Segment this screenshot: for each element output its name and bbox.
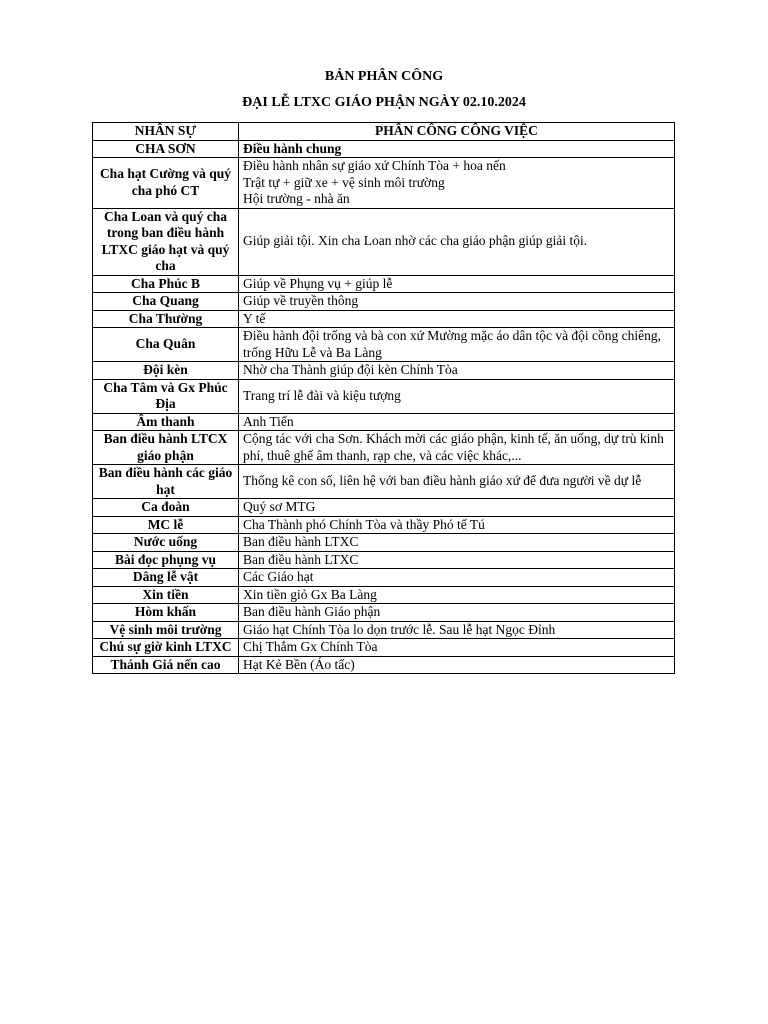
- task-line: Nhờ cha Thành giúp đội kèn Chính Tòa: [243, 362, 458, 377]
- table-header: [93, 123, 675, 141]
- task-cell: [239, 516, 675, 534]
- task-cell: [239, 362, 675, 380]
- task-cell: [239, 499, 675, 517]
- task-line: Chị Thắm Gx Chính Tòa: [243, 639, 378, 654]
- task-line: Anh Tiến: [243, 413, 294, 429]
- task-line: Hội trường - nhà ăn: [243, 191, 350, 206]
- table-row: [93, 431, 675, 465]
- table-row: [93, 516, 675, 534]
- task-cell: [239, 569, 675, 587]
- table-row: [93, 208, 675, 275]
- task-cell: [239, 293, 675, 311]
- task-line: Điều hành chung: [243, 140, 342, 156]
- assignment-table: [92, 122, 675, 674]
- table-row: [93, 569, 675, 587]
- task-cell: [239, 140, 675, 158]
- task-cell: [239, 639, 675, 657]
- table-row: [93, 551, 675, 569]
- table-row: [93, 586, 675, 604]
- document-title: BẢN PHÂN CÔNG: [324, 69, 444, 84]
- task-line: Điều hành đội trống và bà con xứ Mường mặc áo dân tộc và đội cồng chiêng, trống Hữu Lễ và Ba Làng: [243, 328, 662, 360]
- task-cell: [239, 551, 675, 569]
- staff-cell: Cha Tâm và Gx Phúc Địa: [93, 379, 239, 413]
- task-line: Ban điều hành Giáo phận: [243, 604, 381, 619]
- table-row: [93, 465, 675, 499]
- table-row: [93, 499, 675, 517]
- staff-cell: Dâng lễ vật: [93, 569, 239, 587]
- table-row: [93, 604, 675, 622]
- task-cell: [239, 379, 675, 413]
- table-row: [93, 621, 675, 639]
- task-cell: [239, 413, 675, 431]
- table-row: [93, 310, 675, 328]
- staff-cell: CHA SƠN: [93, 140, 239, 158]
- task-line: Giúp giải tội. Xin cha Loan nhờ các cha giáo phận giúp giải tội.: [243, 233, 588, 249]
- task-line: Quý sơ MTG: [243, 499, 316, 514]
- staff-cell: Bài đọc phụng vụ: [93, 551, 239, 569]
- task-line: Y tế: [243, 310, 266, 326]
- task-cell: [239, 158, 675, 209]
- table-body: [93, 140, 675, 674]
- staff-cell: Nước uống: [93, 534, 239, 552]
- table-row: [93, 275, 675, 293]
- table-row: [93, 534, 675, 552]
- task-line: Hạt Kẻ Bền (Áo tấc): [243, 656, 355, 672]
- staff-cell: Xin tiền: [93, 586, 239, 604]
- staff-cell: Cha hạt Cường và quý cha phó CT: [93, 158, 239, 209]
- task-line: Ban điều hành LTXC: [243, 551, 359, 567]
- task-cell: [239, 275, 675, 293]
- task-line: Trang trí lễ đài và kiệu tượng: [243, 387, 401, 403]
- staff-cell: Ban điều hành LTCX giáo phận: [93, 431, 239, 465]
- staff-cell: Cha Thường: [93, 310, 239, 328]
- task-line: Thống kê con số, liên hệ với ban điều hành giáo xứ để đưa người về dự lễ: [243, 473, 642, 489]
- header-staff: NHÂN SỰ: [93, 123, 239, 141]
- table-row: [93, 328, 675, 362]
- staff-cell: Chú sự giờ kinh LTXC: [93, 639, 239, 657]
- task-cell: [239, 621, 675, 639]
- task-line: Trật tự + giữ xe + vệ sinh môi trường: [243, 174, 445, 190]
- task-cell: [239, 310, 675, 328]
- staff-cell: Đội kèn: [93, 362, 239, 380]
- table-row: [93, 639, 675, 657]
- table-header-row: [93, 123, 675, 141]
- task-line: Giáo hạt Chính Tòa lo dọn trước lễ. Sau lễ hạt Ngọc Đỉnh: [243, 621, 556, 637]
- header-task: PHÂN CÔNG CÔNG VIỆC: [239, 123, 675, 141]
- task-line: Xin tiền giỏ Gx Ba Làng: [243, 586, 377, 602]
- task-line: Giúp về truyền thông: [243, 293, 359, 308]
- task-cell: [239, 586, 675, 604]
- staff-cell: Cha Quang: [93, 293, 239, 311]
- task-cell: [239, 431, 675, 465]
- task-line: Các Giáo hạt: [243, 569, 314, 584]
- task-line: Cộng tác với cha Sơn. Khách mời các giáo phận, kinh tế, ăn uống, dự trù kinh phí, thuê ghế âm thanh, rạp che, và các việc khác,...: [243, 431, 664, 463]
- table-row: [93, 413, 675, 431]
- task-cell: [239, 656, 675, 674]
- staff-cell: Vệ sinh môi trường: [93, 621, 239, 639]
- task-line: Giúp về Phụng vụ + giúp lễ: [243, 275, 393, 291]
- table-row: [93, 656, 675, 674]
- table-row: [93, 158, 675, 209]
- task-cell: [239, 328, 675, 362]
- staff-cell: Thánh Giá nến cao: [93, 656, 239, 674]
- task-line: Điều hành nhân sự giáo xứ Chính Tòa + hoa nến: [243, 158, 506, 173]
- staff-cell: Ca đoàn: [93, 499, 239, 517]
- task-line: Ban điều hành LTXC: [243, 534, 359, 549]
- table-row: [93, 293, 675, 311]
- staff-cell: Cha Phúc B: [93, 275, 239, 293]
- table-row: [93, 362, 675, 380]
- document-subtitle: ĐẠI LỄ LTXC GIÁO PHẬN NGÀY 02.10.2024: [242, 95, 526, 110]
- table-row: [93, 140, 675, 158]
- staff-cell: Cha Loan và quý cha trong ban điều hành LTXC giáo hạt và quý cha: [93, 208, 239, 275]
- task-cell: [239, 208, 675, 275]
- staff-cell: Âm thanh: [93, 413, 239, 431]
- staff-cell: MC lễ: [93, 516, 239, 534]
- staff-cell: Hòm khấn: [93, 604, 239, 622]
- task-cell: [239, 465, 675, 499]
- staff-cell: Ban điều hành các giáo hạt: [93, 465, 239, 499]
- staff-cell: Cha Quân: [93, 328, 239, 362]
- task-cell: [239, 604, 675, 622]
- table-row: [93, 379, 675, 413]
- task-cell: [239, 534, 675, 552]
- task-line: Cha Thành phó Chính Tòa và thầy Phó tế Tú: [243, 516, 485, 532]
